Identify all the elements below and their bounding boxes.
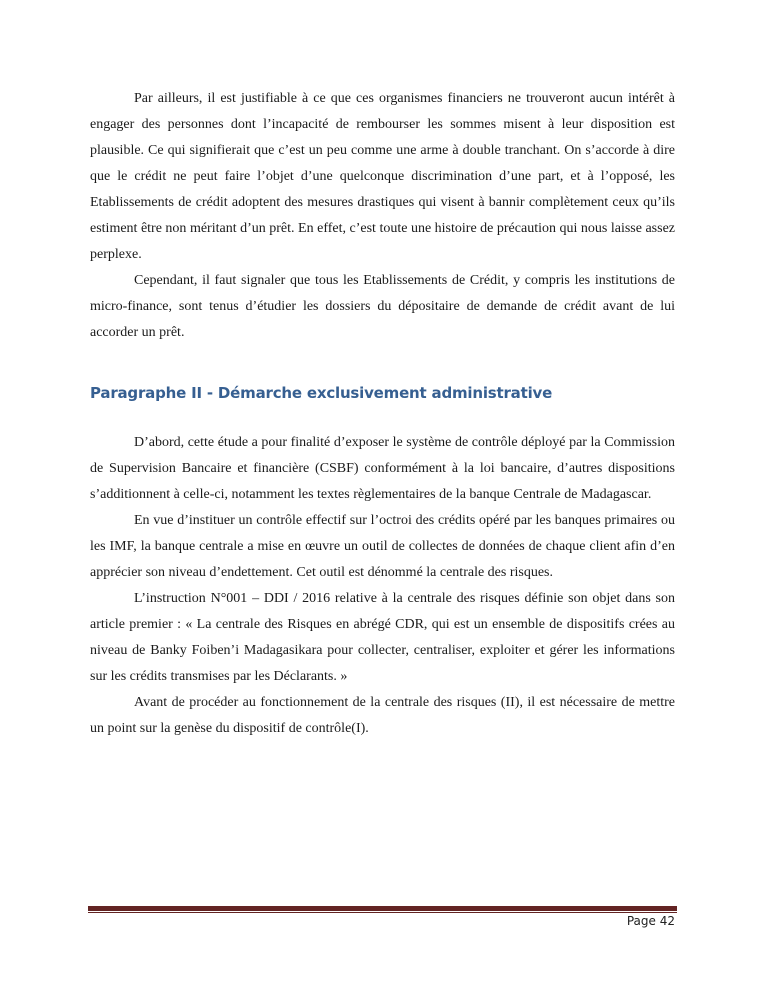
body-paragraph: L’instruction N°001 – DDI / 2016 relative à la centrale des risques définie son objet dans son article premier : « La centrale des Risques en abrégé CDR, qui est un ensemble de dispositifs crées au niveau de Banky Foiben’i Madagasikara pour collecter, centraliser, exploiter et gérer les informations sur les crédits transmises par les Déclarants. » xyxy=(90,591,675,684)
body-paragraph: Cependant, il faut signaler que tous les Etablissements de Crédit, y compris les institutions de micro-finance, sont tenus d’étudier les dossiers du dépositaire de demande de crédit avant de lui accorder un prêt. xyxy=(90,273,675,340)
footer-rule xyxy=(88,906,677,911)
footer-rule-thin xyxy=(88,912,677,913)
body-paragraph: D’abord, cette étude a pour finalité d’exposer le système de contrôle déployé par la Commission de Supervision Bancaire et financière (CSBF) conformément à la loi bancaire, d’autres dispositions s’additionnent à celle-ci, notamment les textes règlementaires de la banque Centrale de Madagascar. xyxy=(90,435,675,502)
body-paragraph: En vue d’instituer un contrôle effectif sur l’octroi des crédits opéré par les banques primaires ou les IMF, la banque centrale a mise en œuvre un outil de collectes de données de chaque client afin d’en apprécier son niveau d’endettement. Cet outil est dénommé la centrale des risques. xyxy=(90,513,675,580)
page-number: Page 42 xyxy=(626,914,675,928)
body-paragraph: Avant de procéder au fonctionnement de la centrale des risques (II), il est nécessaire de mettre un point sur la genèse du dispositif de contrôle(I). xyxy=(90,695,675,736)
section-heading: Paragraphe II - Démarche exclusivement administrative xyxy=(90,384,553,402)
page-body xyxy=(90,86,675,742)
body-paragraph: Par ailleurs, il est justifiable à ce que ces organismes financiers ne trouveront aucun intérêt à engager des personnes dont l’incapacité de rembourser les sommes misent à leur disposition est plausible. Ce qui signifierait que c’est un peu comme une arme à double tranchant. On s’accorde à dire que le crédit ne peut faire l’objet d’une quelconque discrimination d’une part, et à l’opposé, les Etablissements de crédit adoptent des mesures drastiques qui visent à bannir complètement ceux qu’ils estiment être non méritant d’un prêt. En effet, c’est toute une histoire de précaution qui nous laisse assez perplexe. xyxy=(90,91,675,262)
